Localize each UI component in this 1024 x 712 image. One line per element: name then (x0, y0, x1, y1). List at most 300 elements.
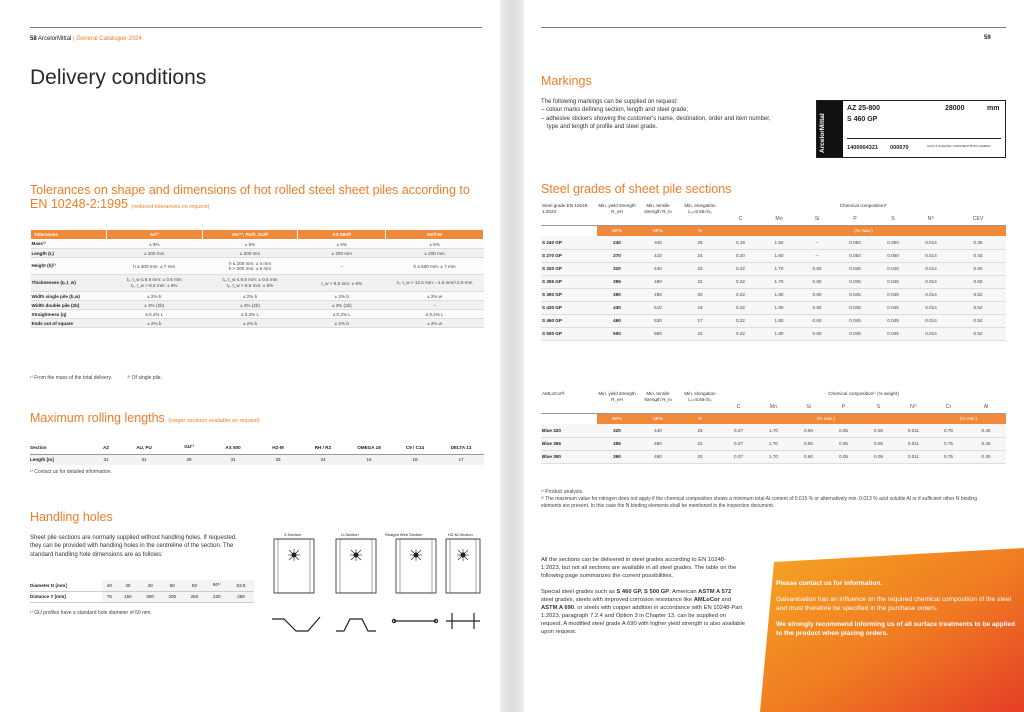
header-rule (30, 27, 482, 28)
table-cell: 0.36 (950, 236, 1006, 249)
table-cell: 0.014 (912, 236, 950, 249)
markings-intro: The following markings can be supplied on request: (541, 99, 678, 105)
table-cell: 0.22 (721, 327, 760, 340)
callout-text (776, 579, 1016, 638)
table-cell: 300 (139, 591, 161, 602)
element-header: Mn (760, 214, 798, 225)
table-cell: tₚ, t_w ≤ 8.5 mm: ± 0.5 mm tₚ, t_w > 8.5 mm: ± 6% (106, 275, 202, 292)
table-header-cell: AZ¹⁾ (106, 230, 202, 240)
table-row (31, 240, 484, 249)
holes-title: Handling holes (30, 510, 113, 524)
table-cell: – (386, 301, 484, 310)
table-cell: – (798, 236, 836, 249)
table-cell: Height (h)²⁾ (31, 258, 107, 275)
table-cell: 0.40 (966, 450, 1006, 463)
table-header-cell: RH / RZ (300, 441, 346, 454)
table-cell: Width single pile (b,w) (31, 292, 107, 301)
table-cell: ± 5% (298, 240, 386, 249)
rolling-note: (longer sections available on request) (168, 418, 260, 424)
table-cell: 0.05 (861, 424, 896, 437)
table-cell: 0.27 (721, 450, 756, 463)
table-cell: 63.5 (228, 580, 254, 591)
left-page (0, 0, 500, 712)
col-header: Min. yield strength R_eH (598, 391, 636, 402)
table-cell: 20 (679, 288, 721, 301)
table-cell: 0.05 (861, 450, 896, 463)
table-cell: 0.011 (896, 437, 931, 450)
table-cell: 0.60 (798, 275, 836, 288)
table-cell: 24 (300, 454, 346, 465)
element-header: C (721, 402, 756, 413)
u-section-plate (336, 539, 376, 593)
table-cell: 31 (120, 454, 168, 465)
table-cell: 1.80 (760, 327, 798, 340)
table-cell: 390 (597, 450, 637, 463)
table-header-cell: AS 500 (210, 441, 256, 454)
table-cell: 28 (168, 454, 210, 465)
markings-title: Markings (541, 74, 592, 88)
table-cell: 16 (346, 454, 392, 465)
table-cell: 0.05 (826, 424, 861, 437)
table-cell: 0.22 (721, 288, 760, 301)
tolerances-footnotes (30, 375, 162, 382)
col-header: AMLoCor® (542, 391, 565, 396)
unit-cell: MPa (637, 413, 679, 424)
callout-paragraph: Please contact us for information. (776, 580, 883, 587)
unit-cell: (% max.) (721, 225, 1006, 236)
z-section-plate (274, 539, 314, 593)
table-cell: Thicknesses (tₚ,t_w) (31, 275, 107, 292)
table-cell: ± 2% b (202, 292, 298, 301)
table-cell: h ≥ 300 mm: ± 7 mm (106, 258, 202, 275)
table-row (541, 262, 1006, 275)
unit-cell: MPa (637, 225, 679, 236)
table-cell: 0.52 (950, 288, 1006, 301)
element-header: Al (966, 402, 1006, 413)
markings-item: – colour marks defining section, length and steel grade; (541, 107, 689, 114)
table-cell: ± 5% (106, 240, 202, 249)
table-cell: – (798, 249, 836, 262)
table-cell: S 460 GP (541, 314, 597, 327)
table-cell: S 240 GP (541, 236, 597, 249)
table-cell: ± 2% w (386, 319, 484, 328)
label-grade: S 460 GP (847, 116, 878, 123)
table-cell: Length (L) (31, 249, 107, 258)
table-header-cell: DELTA 13 (438, 441, 484, 454)
table-cell: h ≤ 200 mm: ± 4 mm h > 200 mm: ± 5 mm (202, 258, 298, 275)
table-cell: 390 (597, 288, 637, 301)
unit-cell: % (679, 225, 721, 236)
label-length: 28000 (945, 105, 965, 112)
table-cell: 1.70 (760, 262, 798, 275)
table-cell: 0.045 (874, 262, 912, 275)
table-cell: 23 (679, 262, 721, 275)
header-rule (541, 27, 1006, 28)
label-brand-strip (817, 101, 843, 157)
table-cell: 0.050 (874, 249, 912, 262)
table-cell: 0.60 (798, 314, 836, 327)
table-cell: 0.43 (950, 249, 1006, 262)
table-cell: 0.60 (798, 262, 836, 275)
table-cell: 250 (228, 591, 254, 602)
tolerances-note: (reduced tolerances on request) (131, 204, 210, 210)
table-row (30, 580, 254, 591)
table-header-cell: AU™, PU®, GU® (202, 230, 298, 240)
diagram-label: U-Section (341, 532, 359, 537)
table-row (541, 450, 1006, 463)
footnote: ¹⁾ From the mass of the total delivery. (30, 375, 112, 381)
table-cell: 0.045 (836, 327, 874, 340)
table-cell: 580 (637, 327, 679, 340)
table-cell: 355 (597, 275, 637, 288)
label-section: AZ 25-800 (847, 105, 881, 112)
table-cell: S 270 GP (541, 249, 597, 262)
table-cell: 0.20 (721, 249, 760, 262)
table-cell: 15 (679, 327, 721, 340)
table-row (31, 258, 484, 275)
element-header: Si (791, 402, 826, 413)
col-header: Min. tensile strength R_m (644, 203, 672, 214)
table-cell: 18 (392, 454, 438, 465)
table-cell: 60¹⁾ (206, 580, 229, 591)
table-cell: 1.50 (760, 236, 798, 249)
rolling-table (30, 441, 484, 465)
table-cell: 0.22 (721, 301, 760, 314)
table-cell: 500 (597, 327, 637, 340)
table-row (541, 314, 1006, 327)
markings-item: – adhesive stickers showing the customer's name, destination, order and item number, type and length of profile and steel grade. (541, 115, 771, 130)
table-row (541, 327, 1006, 340)
unit-cell: MPa (597, 413, 637, 424)
table-cell: 20 (679, 450, 721, 463)
table-cell: 17 (679, 314, 721, 327)
handling-holes-diagram (270, 537, 484, 637)
table-cell: Diameter D [mm] (30, 580, 102, 591)
table-cell: 0.050 (836, 249, 874, 262)
table-cell: 0.05 (826, 450, 861, 463)
page-header: 58 ArcelorMittal | General Catalogue 2024 (30, 36, 142, 42)
table-cell: 0.045 (836, 301, 874, 314)
footnote: ²⁾ The maximum value for nitrogen does not apply if the chemical composition shows a minimum total Al content of 0.015 % or alternatively min. 0.013 % acid soluble Al or if sufficient other N binding elements are present. In this case the N binding elements shall be mentioned in the inspection document. (541, 496, 977, 509)
table-cell: 0.014 (912, 262, 950, 275)
rolling-title: Maximum rolling lengths (30, 411, 165, 425)
note-paragraph: All the sections can be delivered in steel grades according to EN 10248-1:2023, but not all sections are available in all steel grades. The table on the following page summarizes the current possibilities. (541, 557, 737, 579)
table-header-cell: AS 500® (298, 230, 386, 240)
table-cell: 0.27 (721, 424, 756, 437)
table-cell: 0.60 (798, 327, 836, 340)
table-row (31, 319, 484, 328)
table-cell: 0.19 (721, 236, 760, 249)
holes-text: Sheet pile sections are normally supplied without handling holes. If requested, they can be provided with handling holes in the centreline of the section. The standard handling hole dimensions are as follows: (30, 535, 237, 558)
chem-header: Chemical composition¹⁾ (839, 203, 888, 208)
table-cell: 430 (597, 301, 637, 314)
table-cell: ± 200 mm (106, 249, 202, 258)
table-cell: ≤ 0.2% L (386, 310, 484, 319)
table-cell: 1.70 (756, 437, 791, 450)
unit-cell: (% max.) (721, 413, 931, 424)
element-header: Mn (756, 402, 791, 413)
table-cell: 0.75 (931, 424, 966, 437)
callout-paragraph: Galvanisation has an influence on the required chemical composition of the steel and must therefore be specified in the purchase orders. (776, 596, 1011, 612)
table-cell: 26 (679, 236, 721, 249)
table-row (541, 288, 1006, 301)
element-header: S (861, 402, 896, 413)
z-section-profile (272, 617, 320, 631)
callout-paragraph: We strongly recommend informing us of all surface treatments to be applied to the product when placing orders. (776, 621, 1016, 637)
steel-grades-table (541, 203, 1006, 341)
table-cell: Length [m] (30, 454, 92, 465)
rolling-footnote: ¹⁾ Contact us for detailed information. (30, 469, 112, 475)
unit-cell: % (679, 413, 721, 424)
table-cell: 1.80 (760, 314, 798, 327)
diagram-label: Z-Section (284, 532, 302, 537)
table-cell: Straightness (q) (31, 310, 107, 319)
table-cell: ± 5% (202, 240, 298, 249)
table-cell: 0.22 (721, 275, 760, 288)
table-cell: 1.70 (756, 424, 791, 437)
marking-label-sample (816, 100, 1006, 158)
grades-title: Steel grades of sheet pile sections (541, 182, 732, 196)
table-cell: 340 (637, 236, 679, 249)
table-cell: – (298, 258, 386, 275)
brand-name: ArcelorMittal (38, 36, 72, 42)
table-cell: 240 (597, 236, 637, 249)
table-cell: 0.60 (791, 437, 826, 450)
label-small-text: CIVIL & COASTAL CONSTRUCTION LONDON (927, 144, 991, 148)
table-cell: 1.70 (756, 450, 791, 463)
holes-footnote: ¹⁾ GU profiles have a standard hole diameter of 60 mm. (30, 610, 152, 616)
col-header: Steel grade EN 10248-1:2023 (542, 203, 589, 214)
table-row (31, 301, 484, 310)
footnote: ²⁾ Of single pile. (127, 375, 162, 381)
table-cell: 0.014 (912, 288, 950, 301)
table-row (541, 236, 1006, 249)
label-brand: ArcelorMittal (819, 113, 826, 153)
element-header: N²⁾ (896, 402, 931, 413)
diagram-label: HZ-M-Section (448, 532, 473, 537)
table-row (31, 292, 484, 301)
table-row (541, 275, 1006, 288)
table-header-cell: C9 / C14 (392, 441, 438, 454)
table-cell: Width double pile (2b) (31, 301, 107, 310)
table-cell: ± 5% (386, 240, 484, 249)
table-cell: 440 (637, 262, 679, 275)
table-cell: 22 (679, 275, 721, 288)
table-cell: ± 200 mm (202, 249, 298, 258)
table-row (541, 249, 1006, 262)
table-cell: 1.60 (760, 249, 798, 262)
col-header: Min. yield strength R_eH (598, 203, 636, 214)
table-cell: 0.60 (798, 301, 836, 314)
element-header: S (874, 214, 912, 225)
table-cell: 0.40 (966, 424, 1006, 437)
table-cell: 250 (183, 591, 205, 602)
table-cell: 75 (102, 591, 117, 602)
table-cell: 17 (438, 454, 484, 465)
table-cell: 0.52 (950, 327, 1006, 340)
table-cell: 0.52 (950, 314, 1006, 327)
table-cell: 0.40 (966, 437, 1006, 450)
table-cell: 0.014 (912, 249, 950, 262)
table-header-cell: AZ (92, 441, 120, 454)
table-cell: ± 200 mm (298, 249, 386, 258)
table-cell: 0.50 (950, 262, 1006, 275)
page-number: 58 (30, 36, 37, 42)
table-cell: ± 2% b (298, 319, 386, 328)
rolling-heading (30, 411, 260, 425)
col-header: Min. tensile strength R_m (644, 391, 672, 402)
tolerances-table (30, 229, 484, 328)
table-cell: 355 (597, 437, 637, 450)
table-cell: Ends out of square (31, 319, 107, 328)
table-row (30, 591, 254, 602)
element-header: C (721, 214, 760, 225)
table-cell: 0.60 (791, 450, 826, 463)
label-code: 1400004321 (847, 145, 879, 151)
table-cell: 0.22 (721, 314, 760, 327)
table-cell: 0.60 (798, 288, 836, 301)
table-cell: ± 2% w (386, 292, 484, 301)
table-header-cell: HZ-M (256, 441, 300, 454)
table-cell: 0.045 (874, 327, 912, 340)
table-cell: 480 (637, 437, 679, 450)
table-cell: 490 (637, 288, 679, 301)
table-cell: ± 2% b (298, 292, 386, 301)
table-cell: ± 200 mm (386, 249, 484, 258)
table-cell: 40 (139, 580, 161, 591)
table-row (31, 275, 484, 292)
label-unit: mm (987, 105, 1000, 112)
table-cell: 31 (210, 454, 256, 465)
table-row (541, 424, 1006, 437)
table-header-cell: AU, PU (120, 441, 168, 454)
table-cell: h ≥ 500 mm: ± 7 mm (386, 258, 484, 275)
table-cell: 0.014 (912, 301, 950, 314)
markings-text (541, 98, 771, 131)
table-cell: Blue 390 (541, 450, 597, 463)
table-cell: Blue 355 (541, 437, 597, 450)
table-cell: ± 2% b (106, 292, 202, 301)
table-cell: Distance Y [mm] (30, 591, 102, 602)
table-cell: ≤ 0.2% L (202, 310, 298, 319)
table-cell: 320 (597, 262, 637, 275)
table-cell: 0.60 (791, 424, 826, 437)
table-cell: ± 2% b (106, 319, 202, 328)
table-row (541, 301, 1006, 314)
unit-cell: (% min.) (931, 413, 1006, 424)
table-cell: 0.045 (874, 314, 912, 327)
label-code: 000070 (890, 145, 909, 151)
chem-header: Chemical composition¹⁾ (% weight) (828, 391, 899, 396)
table-cell: 19 (679, 301, 721, 314)
table-cell: 0.011 (896, 424, 931, 437)
table-header-cell: Section (30, 441, 92, 454)
table-cell: 200 (161, 591, 183, 602)
table-cell: Mass¹⁾ (31, 240, 107, 249)
table-cell: 0.75 (931, 450, 966, 463)
table-row (31, 249, 484, 258)
table-cell: ± 3% (2b) (106, 301, 202, 310)
table-cell: 0.50 (950, 275, 1006, 288)
table-cell: ± 3% (2b) (202, 301, 298, 310)
table-cell: Blue 320 (541, 424, 597, 437)
table-header-cell: Tolerances (31, 230, 107, 240)
table-cell: 0.52 (950, 301, 1006, 314)
element-header: Cr (931, 402, 966, 413)
table-cell: 22 (679, 437, 721, 450)
table-cell: 0.045 (836, 275, 874, 288)
amlocor-table (541, 391, 1006, 464)
table-cell: 0.045 (874, 301, 912, 314)
table-cell: 1.70 (760, 275, 798, 288)
table-cell: 31 (92, 454, 120, 465)
table-cell: 0.011 (896, 450, 931, 463)
table-cell: 0.22 (721, 262, 760, 275)
table-cell: ± 2% b (202, 319, 298, 328)
table-cell: 510 (637, 301, 679, 314)
table-cell: 0.045 (836, 262, 874, 275)
table-cell: 0.050 (836, 236, 874, 249)
table-cell: 480 (637, 275, 679, 288)
footnote: ¹⁾ Product analysis. (541, 489, 584, 495)
element-header: P (836, 214, 874, 225)
table-cell: S 500 GP (541, 327, 597, 340)
table-cell: 0.045 (874, 288, 912, 301)
table-cell: 1.80 (760, 301, 798, 314)
table-cell: S 355 GP (541, 275, 597, 288)
table-cell: 410 (637, 249, 679, 262)
table-header-cell: OMEGA 18 (346, 441, 392, 454)
table-header-cell: HZ®-M (386, 230, 484, 240)
col-header: Min. elongation L₀=5.65√S₀ (684, 391, 716, 402)
table-cell: 40 (102, 580, 117, 591)
table-cell: 440 (637, 424, 679, 437)
u-section-profile (336, 619, 376, 631)
table-cell: ≤ 0.2% L (106, 310, 202, 319)
table-cell: 270 (597, 249, 637, 262)
table-cell: tₚ, t_w ≤ 8.5 mm: ± 0.5 mm tₚ, t_w > 8.5 mm: ± 6% (202, 275, 298, 292)
table-cell: 0.045 (874, 275, 912, 288)
unit-cell: MPa (597, 225, 637, 236)
table-cell: 0.045 (836, 288, 874, 301)
table-row (541, 437, 1006, 450)
table-header-cell: GU¹⁾ (168, 441, 210, 454)
element-header: N²⁾ (912, 214, 950, 225)
hz-m-plate (446, 539, 480, 593)
table-cell: 0.27 (721, 437, 756, 450)
table-row (31, 310, 484, 319)
tolerances-heading (30, 183, 470, 214)
table-cell: 0.014 (912, 275, 950, 288)
table-cell: tₚ, t_w > 12.5 mm: –1.5 mm/+2.5 mm (386, 275, 484, 292)
diagram-label: Straight Web Section (385, 532, 423, 537)
page-number: 59 (984, 35, 991, 41)
table-cell: 0.75 (931, 437, 966, 450)
table-cell: 460 (597, 314, 637, 327)
table-cell: 40 (117, 580, 139, 591)
table-cell: S 390 GP (541, 288, 597, 301)
page-gutter (498, 0, 526, 712)
table-cell: 230 (206, 591, 229, 602)
table-cell: 24 (679, 249, 721, 262)
table-cell: 1.80 (760, 288, 798, 301)
table-cell: ≤ 0.2% L (298, 310, 386, 319)
table-cell: t_w > 8.5 mm: ± 6% (298, 275, 386, 292)
table-cell: 23 (679, 424, 721, 437)
element-header: P (826, 402, 861, 413)
table-cell: 530 (637, 314, 679, 327)
table-cell: 0.050 (874, 236, 912, 249)
